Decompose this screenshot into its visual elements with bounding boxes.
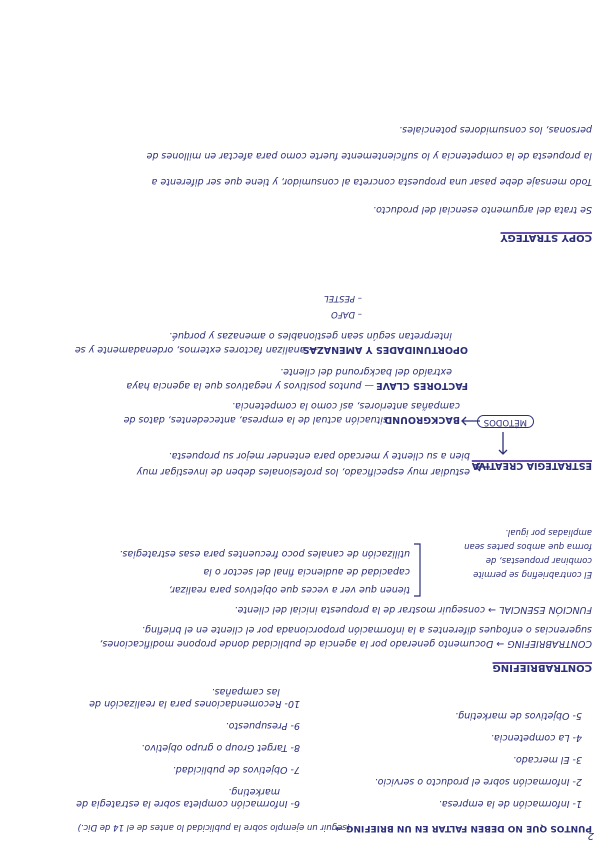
method-text: campañas anteriores, así como la competencia. — [232, 400, 460, 411]
contrabriefing-line: CONTRABRIEFING → Documento generado por la agencia de publicidad donde propone modificaciones, — [99, 638, 592, 649]
method-text: — analizan factores externos, ordenadamente y se — [74, 344, 318, 355]
method-text: extraído del background del cliente. — [280, 366, 452, 377]
estrategia-creativa-label: ESTRATEGIA CREATIVA — [471, 460, 592, 471]
contrabriefing-side-note: forma que ambos partes sean — [464, 541, 592, 551]
contrabriefing-heading: CONTRABRIEFING — [492, 662, 592, 673]
briefing-point: 1- Información de la empresa. — [438, 798, 582, 809]
contrabriefing-side-note: ampliadas por igual. — [505, 527, 592, 537]
contrabriefing-side-note: combinar propuestas, de — [485, 555, 592, 565]
briefing-point: las campañas. — [211, 686, 280, 697]
briefing-point: 8- Target Group o grupo objetivo. — [141, 742, 300, 753]
arrow-icon — [460, 414, 482, 428]
contrabriefing-line: tienen que ver a veces que objetivos para realizar, — [168, 584, 410, 595]
briefing-points-heading: PUNTOS QUE NO DEBEN FALTAR EN UN BRIEFING → — [335, 823, 592, 833]
estrategia-line: estudiar muy especificado, los profesionales deben de investigar muy — [136, 466, 470, 477]
method-text: — puntos positivos y negativos que la agencia haya — [126, 380, 374, 391]
bracket-line — [410, 542, 424, 598]
copy-strategy-line: la propuesta de la competencia y lo suficientemente fuerte como para afectar en millones de — [146, 150, 592, 161]
briefing-point: 6- Información completa sobre la estrategia de — [76, 798, 300, 809]
briefing-point: 9- Presupuesto. — [225, 720, 300, 731]
method-tail: – DAFO — [331, 309, 362, 319]
contrabriefing-line: capacidad de audiencia final del sector o la — [203, 566, 410, 577]
method-term: FACTORES CLAVE — [376, 380, 468, 391]
copy-strategy-line: Todo mensaje debe pasar una propuesta concreta al consumidor, y tiene que ser diferente a — [151, 176, 592, 187]
method-text: interpretan según sean gestionables o amenazas y porqué. — [168, 330, 452, 341]
metodos-label: MÉTODOS — [477, 416, 534, 429]
contrabriefing-line: FUNCIÓN ESENCIAL → conseguir mostrar de la propuesta inicial del cliente. — [234, 604, 592, 615]
method-term: BACKGROUND — [384, 414, 460, 425]
copy-strategy-line: Se trata del argumento esencial del producto. — [372, 204, 592, 215]
briefing-points-note: (seguir un ejemplo sobre la publicidad lo antes de el 14 de Dic.) — [77, 822, 350, 832]
arrow-icon — [474, 460, 492, 474]
copy-strategy-line: personas, los consumidores potenciales. — [399, 124, 592, 135]
briefing-point: 2- Información sobre el producto o servicio. — [374, 776, 582, 787]
method-text: situación actual de la empresa, antecedentes, datos de — [123, 414, 388, 425]
page-number: 2 — [587, 830, 594, 841]
briefing-point: 4- La competencia. — [490, 732, 582, 743]
briefing-point: 5- Objetivos de marketing. — [455, 710, 582, 721]
method-term: OPORTUNIDADES Y AMENAZAS — [302, 344, 468, 355]
contrabriefing-line: utilización de canales poco frecuentes para esas estrategias. — [119, 548, 410, 559]
briefing-point: marketing. — [228, 786, 280, 797]
estrategia-line: bien a su cliente y mercado para entender mejor su propuesta. — [168, 450, 470, 461]
method-tail: – PESTEL — [323, 293, 362, 303]
contrabriefing-side-note: El contrabriefing se permite — [473, 569, 592, 579]
contrabriefing-line: sugerencias o enfoques diferentes a la información proporcionada por el cliente en el briefing. — [141, 624, 592, 635]
copy-strategy-heading: COPY STRATEGY — [500, 232, 592, 243]
briefing-point: 3- El mercado. — [512, 754, 582, 765]
briefing-point: 7- Objetivos de publicidad. — [172, 764, 300, 775]
briefing-point: 10- Recomendaciones para la realización de — [89, 698, 300, 709]
arrow-icon — [496, 430, 510, 456]
